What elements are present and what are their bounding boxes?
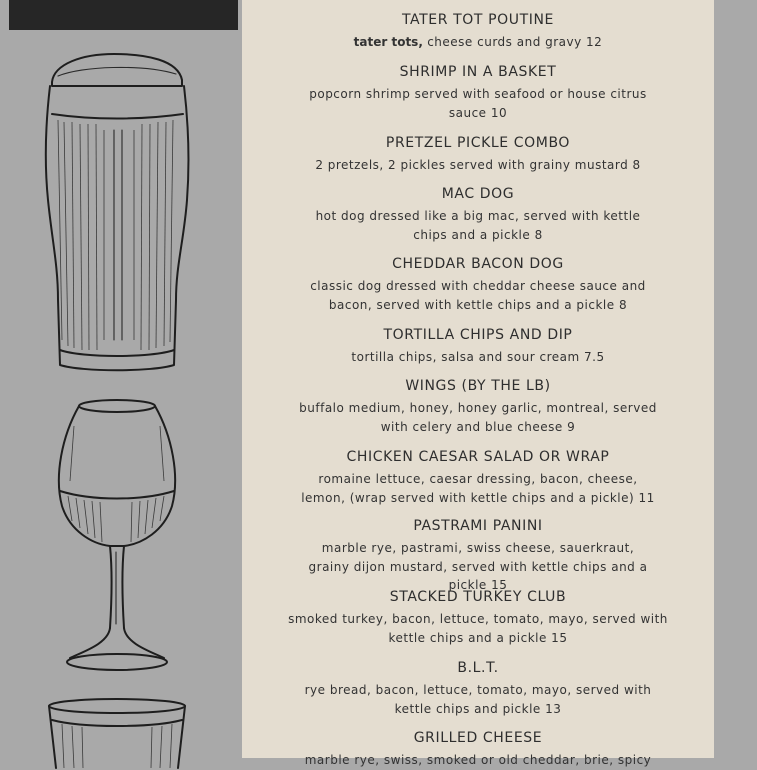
menu-item-name: PASTRAMI PANINI xyxy=(413,518,543,534)
menu-item-name: CHICKEN CAESAR SALAD OR WRAP xyxy=(346,449,610,465)
illustration-column xyxy=(0,0,242,758)
menu-item xyxy=(242,659,714,718)
menu-item-name: B.L.T. xyxy=(457,660,499,676)
menu-item xyxy=(242,517,714,595)
menu-item-description: marble rye, swiss, smoked or old cheddar, brie, spicy xyxy=(304,753,652,767)
menu-item-description: classic dog dressed with cheddar cheese sauce and bacon, served with kettle chips and a pickle 8 xyxy=(310,279,646,312)
menu-item-name: TORTILLA CHIPS AND DIP xyxy=(383,327,573,343)
menu-item-name: MAC DOG xyxy=(441,186,515,202)
menu-item xyxy=(242,255,714,314)
menu-item xyxy=(242,377,714,436)
menu-item-name: PRETZEL PICKLE COMBO xyxy=(385,135,571,151)
menu-item-description: buffalo medium, honey, honey garlic, montreal, served with celery and blue cheese 9 xyxy=(299,401,657,434)
menu-item xyxy=(242,134,714,175)
menu-item-description: 2 pretzels, 2 pickles served with grainy mustard 8 xyxy=(315,158,641,172)
menu-item-name: GRILLED CHEESE xyxy=(413,730,543,746)
menu-panel xyxy=(242,0,714,767)
right-margin xyxy=(714,0,757,758)
menu-item-description: tater tots, cheese curds and gravy 12 xyxy=(353,35,603,49)
menu-item-description: smoked turkey, bacon, lettuce, tomato, mayo, served with kettle chips and a pickle 15 xyxy=(288,612,668,645)
wine-glass-icon xyxy=(52,396,182,676)
menu-item-description: hot dog dressed like a big mac, served with kettle chips and a pickle 8 xyxy=(315,209,641,242)
menu-item-description: romaine lettuce, caesar dressing, bacon, cheese, lemon, (wrap served with kettle chips and a pickle) 11 xyxy=(301,472,655,505)
menu-item xyxy=(242,63,714,122)
pint-glass-icon xyxy=(42,50,192,375)
menu-item-name: SHRIMP IN A BASKET xyxy=(399,64,557,80)
menu-item-name: WINGS (BY THE LB) xyxy=(405,378,551,394)
menu-item-description: rye bread, bacon, lettuce, tomato, mayo, served with kettle chips and pickle 13 xyxy=(304,683,652,716)
rocks-glass-icon xyxy=(42,698,192,768)
menu-item-description-lead: tater tots, xyxy=(353,35,423,49)
menu-item xyxy=(242,448,714,507)
menu-item xyxy=(242,185,714,244)
menu-item xyxy=(242,11,714,52)
menu-item-name: STACKED TURKEY CLUB xyxy=(389,589,567,605)
menu-item xyxy=(242,326,714,367)
menu-item-description: tortilla chips, salsa and sour cream 7.5 xyxy=(351,350,605,364)
menu-item-description: marble rye, pastrami, swiss cheese, sauerkraut, grainy dijon mustard, served with kettle chips and a pickle 15 xyxy=(308,541,648,592)
menu-item xyxy=(242,588,714,647)
header-bar xyxy=(9,0,238,30)
menu-item xyxy=(242,729,714,770)
menu-item-name: CHEDDAR BACON DOG xyxy=(392,256,564,272)
menu-item-description: popcorn shrimp served with seafood or house citrus sauce 10 xyxy=(309,87,647,120)
menu-item-name: TATER TOT POUTINE xyxy=(401,12,554,28)
